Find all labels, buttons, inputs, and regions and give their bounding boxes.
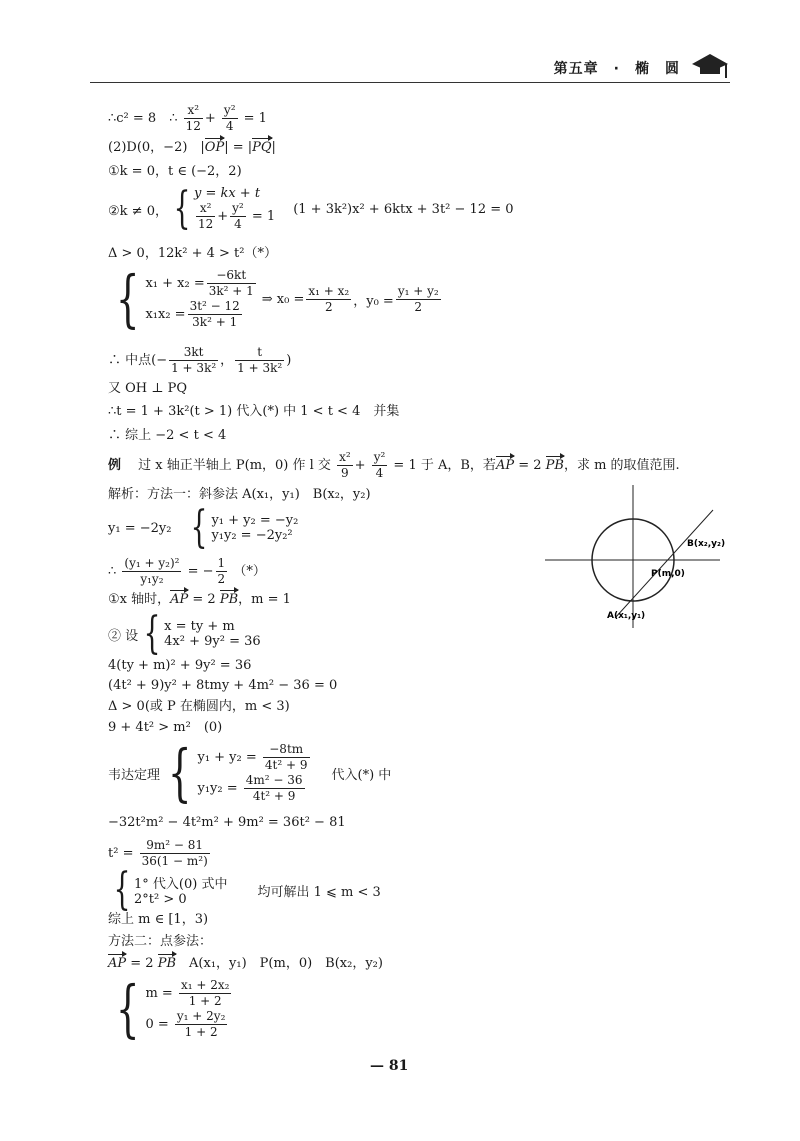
chapter-title: 第五章 · 椭 圆: [553, 61, 680, 77]
line-part2: (2)D(0，−2) |OP| = |PQ|: [108, 140, 276, 155]
point-a-label: A(x₁,y₁): [607, 611, 646, 621]
line-expand1: 4(ty + m)² + 9y² = 36: [108, 658, 252, 673]
graduation-cap-icon: [690, 50, 730, 80]
ellipse-figure: [545, 480, 725, 630]
line-case1: ①x 轴时，AP = 2 PB，m = 1: [108, 592, 291, 607]
system-line-ellipse: ②k ≠ 0， { y = kx + t $\frac{\text{x²}}{12}$ + $\frac{\text{y²}}{4}$ = 1 (1 + 3k²)x² + 6ktx + 3t² − 12 = 0: [108, 183, 514, 234]
line-condition0: 9 + 4t² > m² (0): [108, 720, 223, 735]
line-t-squared: t² = $\frac{\text{9m² − 81}}{\text{36(1 − m²)}}$: [108, 838, 208, 868]
line-case-k0: ①k = 0，t ∈ (−2，2): [108, 164, 242, 179]
page-header: [90, 50, 730, 84]
system-vieta-y: 韦达定理 { y₁ + y₂ = $\frac{-8tm}{\text{4t² + 9}}$ y₁y₂ = $\frac{\text{4m² − 36}}{\text{4t² + 9}}$ 代入(*) 中: [108, 736, 392, 809]
system-vieta-x: { x₁ + x₂ = $\frac{-6kt}{\text{3k² + 1}}$ x₁x₂ = $\frac{\text{3t² − 12}}{\text{3k² + 1}}$ ⇒ x₀ = $\frac{\text{x₁ + x₂}}{2}$ ，y₀ = $\frac{\text{y₁ + y₂}}{2}$: [115, 262, 439, 335]
line-midpoint: ∴ 中点(− $\frac{3kt}{\text{1 + 3k²}}$ ， $\frac{t}{\text{1 + 3k²}}$ ): [108, 345, 292, 375]
line-method2-vectors: AP = 2 PB A(x₁，y₁) P(m，0) B(x₂，y₂): [108, 956, 383, 971]
line-method2: 方法二：点参法：: [108, 934, 213, 949]
system-case2: ② 设 { x = ty + m 4x² + 9y² = 36: [108, 608, 261, 659]
point-b-label: B(x₂,y₂): [687, 539, 725, 549]
line-c-squared: ∴c² = 8 ∴ $\frac{\text{x²}}{12}$ + $\frac{\text{y²}}{4}$ = 1: [108, 103, 267, 133]
line-expand3: −32t²m² − 4t²m² + 9m² = 36t² − 81: [108, 815, 346, 830]
line-star-equation: ∴ $\frac{\text{(y₁ + y₂)²}}{\text{y₁y₂}}$ = − $\frac{1}{2}$ （*）: [108, 556, 266, 586]
point-p-label: P(m,0): [651, 569, 685, 579]
solution-method1: 解析：方法一：斜参法 A(x₁，y₁) B(x₂，y₂): [108, 487, 371, 502]
line-perpendicular: 又 OH ⊥ PQ: [108, 381, 188, 396]
line-delta: Δ > 0，12k² + 4 > t²（*）: [108, 246, 277, 261]
header-rule: [90, 82, 730, 83]
line-final-range: 综上 m ∈ [1，3): [108, 912, 209, 927]
system-y: y₁ = −2y₂ { y₁ + y₂ = −y₂ y₁y₂ = −2y₂²: [108, 502, 299, 553]
system-conditions: { 1° 代入(0) 式中 2°t² > 0 均可解出 1 ⩽ m < 3: [113, 864, 381, 915]
page-number: — 81: [370, 1058, 409, 1074]
line-expand2: (4t² + 9)y² + 8tmy + 4m² − 36 = 0: [108, 678, 338, 693]
line-summary: ∴ 综上 −2 < t < 4: [108, 428, 227, 443]
line-delta2: Δ > 0(或 P 在椭圆内，m < 3): [108, 699, 290, 714]
line-substitute: ∴t = 1 + 3k²(t > 1) 代入(*) 中 1 < t < 4 并集: [108, 404, 400, 419]
example-statement: 例 过 x 轴正半轴上 P(m，0) 作 l 交 $\frac{\text{x²}}{9}$ + $\frac{\text{y²}}{4}$ = 1 于 A，B，若AP = 2 PB，求 m 的取值范围.: [108, 450, 680, 480]
line-l: [615, 510, 713, 618]
system-method2: { m = $\frac{\text{x₁ + 2x₂}}{1 + 2}$ 0 = $\frac{\text{y₁ + 2y₂}}{1 + 2}$: [115, 972, 230, 1045]
